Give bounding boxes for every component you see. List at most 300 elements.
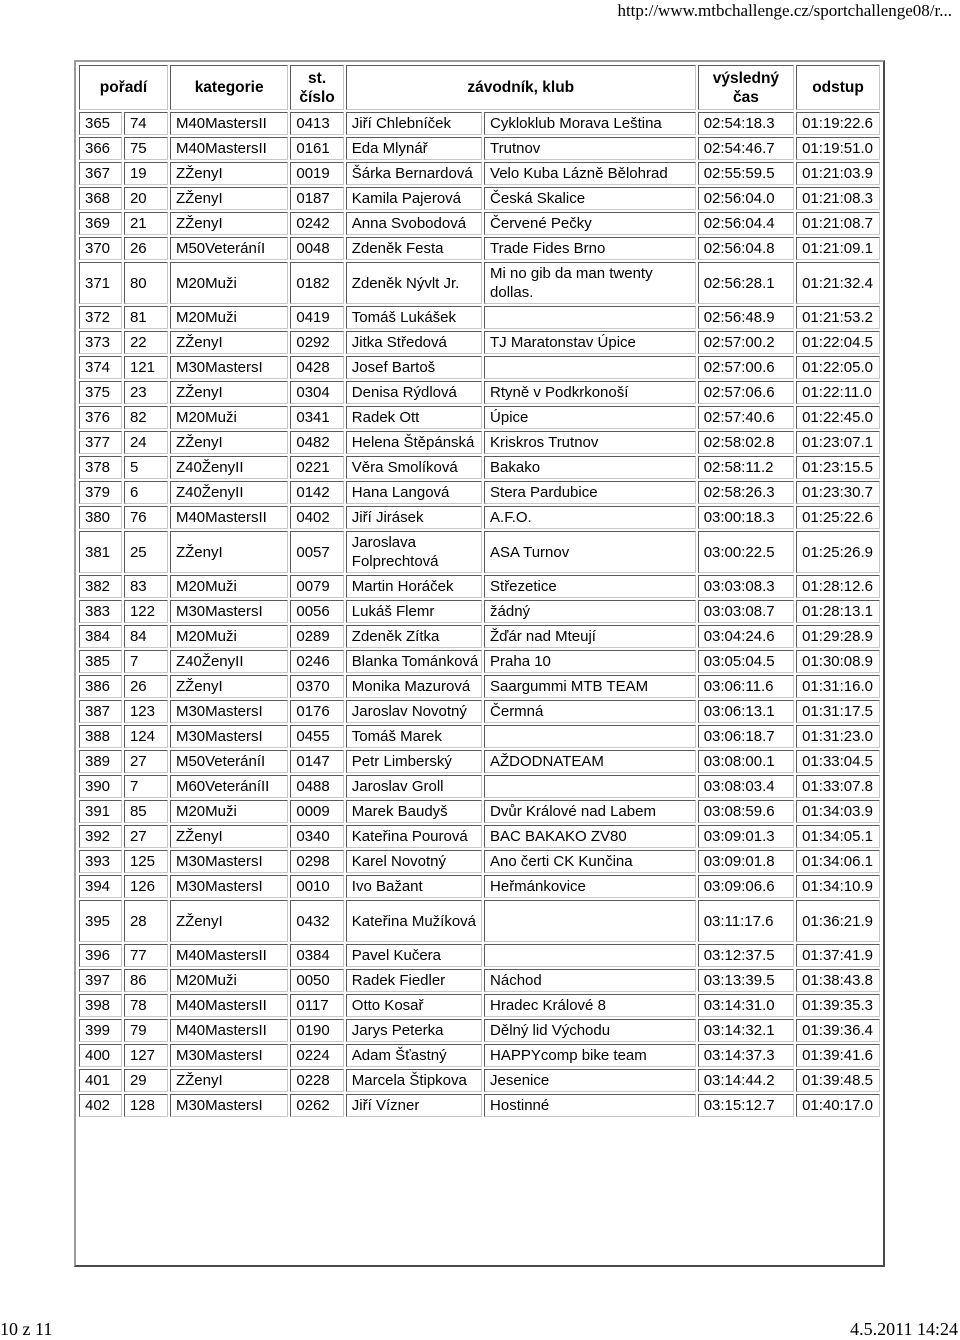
cell-gap: 01:19:22.6: [796, 112, 880, 135]
cell-rank: 396: [79, 944, 122, 967]
table-row: [79, 700, 880, 723]
cell-final-time: 03:04:24.6: [698, 625, 794, 648]
cell-racer: Zdeněk Nývlt Jr.: [346, 262, 482, 304]
cell-final-time: 03:13:39.5: [698, 969, 794, 992]
cell-racer: Tomáš Lukášek: [346, 306, 482, 329]
cell-category-rank: 74: [124, 112, 168, 135]
cell-category: ZŽenyI: [170, 162, 288, 185]
table-row: [79, 875, 880, 898]
cell-category: ZŽenyI: [170, 381, 288, 404]
table-row: [79, 900, 880, 942]
cell-club: Čermná: [484, 700, 696, 723]
table-row: [79, 306, 880, 329]
cell-gap: 01:36:21.9: [796, 900, 880, 942]
cell-category: M40MastersII: [170, 1019, 288, 1042]
cell-category-rank: 126: [124, 875, 168, 898]
cell-rank: 384: [79, 625, 122, 648]
cell-category: M20Muži: [170, 262, 288, 304]
cell-final-time: 03:14:32.1: [698, 1019, 794, 1042]
cell-start-number: 0224: [290, 1044, 343, 1067]
cell-rank: 370: [79, 237, 122, 260]
cell-racer: Ivo Bažant: [346, 875, 482, 898]
cell-racer: Kateřina Mužíková: [346, 900, 482, 942]
cell-final-time: 02:57:40.6: [698, 406, 794, 429]
table-row: [79, 994, 880, 1017]
table-row: [79, 431, 880, 454]
cell-final-time: 02:54:18.3: [698, 112, 794, 135]
cell-racer: Hana Langová: [346, 481, 482, 504]
table-row: [79, 531, 880, 573]
cell-start-number: 0370: [290, 675, 343, 698]
cell-gap: 01:21:08.3: [796, 187, 880, 210]
cell-category-rank: 79: [124, 1019, 168, 1042]
cell-category-rank: 28: [124, 900, 168, 942]
cell-club: [484, 775, 696, 798]
cell-category: ZŽenyI: [170, 675, 288, 698]
cell-gap: 01:33:07.8: [796, 775, 880, 798]
cell-gap: 01:31:23.0: [796, 725, 880, 748]
cell-gap: 01:23:30.7: [796, 481, 880, 504]
cell-start-number: 0402: [290, 506, 343, 529]
table-body: [79, 112, 880, 1117]
cell-club: Dvůr Králové nad Labem: [484, 800, 696, 823]
cell-gap: 01:21:09.1: [796, 237, 880, 260]
cell-racer: Anna Svobodová: [346, 212, 482, 235]
cell-category-rank: 6: [124, 481, 168, 504]
table-row: [79, 850, 880, 873]
cell-gap: 01:21:32.4: [796, 262, 880, 304]
cell-final-time: 02:58:02.8: [698, 431, 794, 454]
cell-final-time: 03:14:31.0: [698, 994, 794, 1017]
cell-final-time: 03:00:18.3: [698, 506, 794, 529]
cell-category: M30MastersI: [170, 875, 288, 898]
cell-club: Bakako: [484, 456, 696, 479]
cell-club: Saargummi MTB TEAM: [484, 675, 696, 698]
cell-final-time: 02:56:04.4: [698, 212, 794, 235]
cell-gap: 01:34:10.9: [796, 875, 880, 898]
header-final-time-label: výsledný čas: [712, 69, 780, 106]
cell-gap: 01:29:28.9: [796, 625, 880, 648]
table-row: [79, 600, 880, 623]
cell-start-number: 0341: [290, 406, 343, 429]
cell-start-number: 0488: [290, 775, 343, 798]
page-number: 10 z 11: [0, 1319, 53, 1339]
cell-rank: 367: [79, 162, 122, 185]
cell-start-number: 0176: [290, 700, 343, 723]
table-row: [79, 1044, 880, 1067]
table-row: [79, 237, 880, 260]
cell-final-time: 03:08:03.4: [698, 775, 794, 798]
cell-category-rank: 122: [124, 600, 168, 623]
cell-category: Z40ŽenyII: [170, 481, 288, 504]
cell-start-number: 0292: [290, 331, 343, 354]
print-datetime: 4.5.2011 14:24: [850, 1319, 958, 1339]
cell-club: žádný: [484, 600, 696, 623]
cell-final-time: 03:09:06.6: [698, 875, 794, 898]
cell-final-time: 02:56:48.9: [698, 306, 794, 329]
cell-category-rank: 19: [124, 162, 168, 185]
cell-final-time: 03:03:08.3: [698, 575, 794, 598]
table-row: [79, 112, 880, 135]
cell-category-rank: 125: [124, 850, 168, 873]
cell-club: Mi no gib da man twenty dollas.: [484, 262, 696, 304]
cell-rank: 394: [79, 875, 122, 898]
cell-club: [484, 944, 696, 967]
header-start-number-label: st. číslo: [299, 69, 335, 106]
table-row: [79, 331, 880, 354]
cell-category: M20Muži: [170, 625, 288, 648]
cell-club: Trade Fides Brno: [484, 237, 696, 260]
cell-rank: 397: [79, 969, 122, 992]
cell-category-rank: 85: [124, 800, 168, 823]
cell-rank: 393: [79, 850, 122, 873]
cell-final-time: 02:57:06.6: [698, 381, 794, 404]
table-row: [79, 825, 880, 848]
cell-category: Z40ŽenyII: [170, 650, 288, 673]
cell-category: Z40ŽenyII: [170, 456, 288, 479]
cell-category: ZŽenyI: [170, 531, 288, 573]
cell-gap: 01:25:26.9: [796, 531, 880, 573]
cell-category: ZŽenyI: [170, 187, 288, 210]
cell-rank: 382: [79, 575, 122, 598]
cell-racer: Věra Smolíková: [346, 456, 482, 479]
cell-gap: 01:23:15.5: [796, 456, 880, 479]
cell-category: M50VeteráníI: [170, 237, 288, 260]
cell-club: [484, 725, 696, 748]
cell-start-number: 0413: [290, 112, 343, 135]
cell-final-time: 02:56:28.1: [698, 262, 794, 304]
cell-racer: Jaroslav Novotný: [346, 700, 482, 723]
cell-racer: Monika Mazurová: [346, 675, 482, 698]
cell-category: M20Muži: [170, 969, 288, 992]
cell-racer: Jiří Jirásek: [346, 506, 482, 529]
page-url: http://www.mtbchallenge.cz/sportchallenge08/r...: [617, 1, 952, 20]
cell-gap: 01:33:04.5: [796, 750, 880, 773]
cell-category-rank: 86: [124, 969, 168, 992]
cell-category-rank: 23: [124, 381, 168, 404]
cell-club: Stera Pardubice: [484, 481, 696, 504]
cell-start-number: 0048: [290, 237, 343, 260]
table-row: [79, 187, 880, 210]
cell-gap: 01:38:43.8: [796, 969, 880, 992]
cell-gap: 01:22:45.0: [796, 406, 880, 429]
cell-start-number: 0079: [290, 575, 343, 598]
cell-racer: Radek Fiedler: [346, 969, 482, 992]
cell-gap: 01:37:41.9: [796, 944, 880, 967]
cell-club: Střezetice: [484, 575, 696, 598]
cell-club: [484, 900, 696, 942]
cell-category-rank: 80: [124, 262, 168, 304]
table-row: [79, 650, 880, 673]
cell-gap: 01:31:17.5: [796, 700, 880, 723]
cell-final-time: 03:05:04.5: [698, 650, 794, 673]
cell-racer: Marek Baudyš: [346, 800, 482, 823]
cell-category-rank: 25: [124, 531, 168, 573]
cell-club: TJ Maratonstav Úpice: [484, 331, 696, 354]
cell-final-time: 03:03:08.7: [698, 600, 794, 623]
cell-club: Ano čerti CK Kunčina: [484, 850, 696, 873]
cell-category: M60VeteráníII: [170, 775, 288, 798]
cell-category: ZŽenyI: [170, 1069, 288, 1092]
cell-start-number: 0298: [290, 850, 343, 873]
cell-category-rank: 82: [124, 406, 168, 429]
cell-rank: 398: [79, 994, 122, 1017]
cell-category-rank: 81: [124, 306, 168, 329]
cell-start-number: 0228: [290, 1069, 343, 1092]
cell-category-rank: 7: [124, 775, 168, 798]
table-row: [79, 137, 880, 160]
cell-club: Náchod: [484, 969, 696, 992]
cell-category-rank: 20: [124, 187, 168, 210]
table-row: [79, 800, 880, 823]
cell-racer: Šárka Bernardová: [346, 162, 482, 185]
cell-rank: 371: [79, 262, 122, 304]
cell-gap: 01:21:53.2: [796, 306, 880, 329]
cell-racer: Josef Bartoš: [346, 356, 482, 379]
cell-start-number: 0187: [290, 187, 343, 210]
cell-gap: 01:22:05.0: [796, 356, 880, 379]
header-start-number: [290, 65, 343, 110]
cell-start-number: 0221: [290, 456, 343, 479]
cell-start-number: 0190: [290, 1019, 343, 1042]
cell-category-rank: 5: [124, 456, 168, 479]
cell-racer: Karel Novotný: [346, 850, 482, 873]
cell-category: M30MastersI: [170, 600, 288, 623]
cell-category: M40MastersII: [170, 506, 288, 529]
cell-final-time: 02:56:04.0: [698, 187, 794, 210]
table-row: [79, 750, 880, 773]
cell-gap: 01:39:48.5: [796, 1069, 880, 1092]
table-row: [79, 262, 880, 304]
cell-club: Žďár nad Mteují: [484, 625, 696, 648]
cell-club: Kriskros Trutnov: [484, 431, 696, 454]
cell-rank: 375: [79, 381, 122, 404]
cell-racer: Otto Kosař: [346, 994, 482, 1017]
header-gap: odstup: [796, 65, 880, 110]
cell-category: ZŽenyI: [170, 431, 288, 454]
cell-club: HAPPYcomp bike team: [484, 1044, 696, 1067]
cell-gap: 01:39:35.3: [796, 994, 880, 1017]
cell-gap: 01:34:06.1: [796, 850, 880, 873]
cell-gap: 01:39:36.4: [796, 1019, 880, 1042]
cell-racer: Jarys Peterka: [346, 1019, 482, 1042]
cell-final-time: 03:14:37.3: [698, 1044, 794, 1067]
cell-club: Hostinné: [484, 1094, 696, 1117]
cell-club: Heřmánkovice: [484, 875, 696, 898]
header-rank: pořadí: [79, 65, 168, 110]
cell-rank: 389: [79, 750, 122, 773]
cell-racer: Marcela Štipkova: [346, 1069, 482, 1092]
cell-racer: Pavel Kučera: [346, 944, 482, 967]
cell-final-time: 03:09:01.8: [698, 850, 794, 873]
results-table: [77, 63, 882, 1119]
cell-club: [484, 356, 696, 379]
cell-rank: 402: [79, 1094, 122, 1117]
cell-final-time: 02:54:46.7: [698, 137, 794, 160]
cell-rank: 377: [79, 431, 122, 454]
cell-club: A.F.O.: [484, 506, 696, 529]
cell-final-time: 02:58:26.3: [698, 481, 794, 504]
cell-club: BAC BAKAKO ZV80: [484, 825, 696, 848]
cell-rank: 386: [79, 675, 122, 698]
cell-category: M30MastersI: [170, 1094, 288, 1117]
header-final-time: [698, 65, 794, 110]
cell-category: M20Muži: [170, 406, 288, 429]
cell-gap: 01:23:07.1: [796, 431, 880, 454]
cell-category: M20Muži: [170, 575, 288, 598]
cell-rank: 379: [79, 481, 122, 504]
cell-club: Velo Kuba Lázně Bělohrad: [484, 162, 696, 185]
cell-rank: 369: [79, 212, 122, 235]
cell-final-time: 03:06:18.7: [698, 725, 794, 748]
cell-category-rank: 78: [124, 994, 168, 1017]
cell-gap: 01:19:51.0: [796, 137, 880, 160]
cell-start-number: 0056: [290, 600, 343, 623]
cell-club: Česká Skalice: [484, 187, 696, 210]
cell-rank: 391: [79, 800, 122, 823]
cell-start-number: 0242: [290, 212, 343, 235]
cell-category-rank: 84: [124, 625, 168, 648]
cell-final-time: 03:12:37.5: [698, 944, 794, 967]
table-row: [79, 162, 880, 185]
cell-rank: 387: [79, 700, 122, 723]
cell-final-time: 02:57:00.6: [698, 356, 794, 379]
cell-final-time: 03:14:44.2: [698, 1069, 794, 1092]
table-row: [79, 675, 880, 698]
cell-racer: Jaroslava Folprechtová: [346, 531, 482, 573]
cell-gap: 01:34:05.1: [796, 825, 880, 848]
cell-rank: 392: [79, 825, 122, 848]
cell-start-number: 0246: [290, 650, 343, 673]
table-row: [79, 1019, 880, 1042]
cell-racer: Martin Horáček: [346, 575, 482, 598]
cell-start-number: 0117: [290, 994, 343, 1017]
cell-start-number: 0009: [290, 800, 343, 823]
cell-category-rank: 27: [124, 825, 168, 848]
cell-category-rank: 21: [124, 212, 168, 235]
cell-rank: 380: [79, 506, 122, 529]
cell-category-rank: 7: [124, 650, 168, 673]
cell-start-number: 0419: [290, 306, 343, 329]
cell-category: M30MastersI: [170, 850, 288, 873]
cell-final-time: 03:11:17.6: [698, 900, 794, 942]
cell-final-time: 03:15:12.7: [698, 1094, 794, 1117]
cell-rank: 385: [79, 650, 122, 673]
cell-racer: Blanka Tománková: [346, 650, 482, 673]
cell-racer: Kamila Pajerová: [346, 187, 482, 210]
cell-rank: 376: [79, 406, 122, 429]
cell-category-rank: 123: [124, 700, 168, 723]
cell-start-number: 0182: [290, 262, 343, 304]
cell-category: M20Muži: [170, 306, 288, 329]
cell-category-rank: 121: [124, 356, 168, 379]
cell-club: [484, 306, 696, 329]
cell-start-number: 0010: [290, 875, 343, 898]
cell-club: Hradec Králové 8: [484, 994, 696, 1017]
cell-gap: 01:28:13.1: [796, 600, 880, 623]
cell-club: ASA Turnov: [484, 531, 696, 573]
cell-category: M30MastersI: [170, 700, 288, 723]
cell-racer: Radek Ott: [346, 406, 482, 429]
cell-gap: 01:34:03.9: [796, 800, 880, 823]
table-row: [79, 625, 880, 648]
cell-gap: 01:40:17.0: [796, 1094, 880, 1117]
cell-start-number: 0432: [290, 900, 343, 942]
cell-category-rank: 75: [124, 137, 168, 160]
cell-gap: 01:39:41.6: [796, 1044, 880, 1067]
cell-racer: Jaroslav Groll: [346, 775, 482, 798]
cell-racer: Jitka Středová: [346, 331, 482, 354]
cell-club: AŽDODNATEAM: [484, 750, 696, 773]
cell-gap: 01:30:08.9: [796, 650, 880, 673]
table-row: [79, 775, 880, 798]
cell-category-rank: 76: [124, 506, 168, 529]
cell-rank: 374: [79, 356, 122, 379]
cell-final-time: 03:09:01.3: [698, 825, 794, 848]
cell-gap: 01:22:11.0: [796, 381, 880, 404]
cell-rank: 378: [79, 456, 122, 479]
cell-start-number: 0147: [290, 750, 343, 773]
cell-start-number: 0289: [290, 625, 343, 648]
cell-start-number: 0384: [290, 944, 343, 967]
cell-final-time: 03:06:11.6: [698, 675, 794, 698]
cell-rank: 368: [79, 187, 122, 210]
cell-category-rank: 128: [124, 1094, 168, 1117]
cell-final-time: 03:06:13.1: [698, 700, 794, 723]
cell-club: Cykloklub Morava Leština: [484, 112, 696, 135]
cell-rank: 381: [79, 531, 122, 573]
cell-category-rank: 124: [124, 725, 168, 748]
cell-category-rank: 83: [124, 575, 168, 598]
cell-category: M40MastersII: [170, 944, 288, 967]
cell-category: ZŽenyI: [170, 900, 288, 942]
cell-rank: 373: [79, 331, 122, 354]
cell-start-number: 0161: [290, 137, 343, 160]
header-category: kategorie: [170, 65, 288, 110]
cell-category: ZŽenyI: [170, 212, 288, 235]
cell-start-number: 0304: [290, 381, 343, 404]
cell-racer: Kateřina Pourová: [346, 825, 482, 848]
cell-racer: Zdeněk Festa: [346, 237, 482, 260]
cell-racer: Lukáš Flemr: [346, 600, 482, 623]
cell-rank: 372: [79, 306, 122, 329]
cell-club: Úpice: [484, 406, 696, 429]
cell-gap: 01:28:12.6: [796, 575, 880, 598]
table-row: [79, 969, 880, 992]
cell-gap: 01:22:04.5: [796, 331, 880, 354]
cell-final-time: 02:58:11.2: [698, 456, 794, 479]
cell-racer: Helena Štěpánská: [346, 431, 482, 454]
cell-rank: 388: [79, 725, 122, 748]
cell-final-time: 03:08:59.6: [698, 800, 794, 823]
cell-racer: Petr Limberský: [346, 750, 482, 773]
cell-rank: 366: [79, 137, 122, 160]
table-row: [79, 725, 880, 748]
cell-start-number: 0050: [290, 969, 343, 992]
cell-club: Dělný lid Východu: [484, 1019, 696, 1042]
cell-racer: Eda Mlynář: [346, 137, 482, 160]
cell-racer: Jiří Chlebníček: [346, 112, 482, 135]
cell-category-rank: 24: [124, 431, 168, 454]
cell-racer: Denisa Rýdlová: [346, 381, 482, 404]
cell-final-time: 02:56:04.8: [698, 237, 794, 260]
cell-start-number: 0142: [290, 481, 343, 504]
cell-final-time: 02:57:00.2: [698, 331, 794, 354]
cell-final-time: 03:08:00.1: [698, 750, 794, 773]
cell-club: Praha 10: [484, 650, 696, 673]
cell-club: Rtyně v Podkrkonoší: [484, 381, 696, 404]
table-row: [79, 356, 880, 379]
